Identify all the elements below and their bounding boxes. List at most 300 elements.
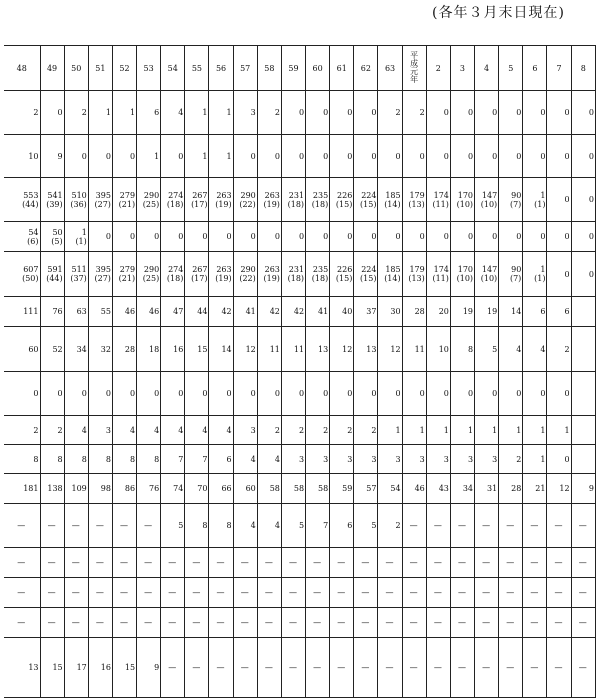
table-cell: — — [88, 608, 112, 638]
table-cell: 0 — [547, 222, 571, 252]
table-cell: — — [40, 578, 64, 608]
table-cell: 4 — [257, 504, 281, 548]
table-cell: — — [450, 548, 474, 578]
table-row — [4, 474, 596, 504]
table-cell: 2 — [547, 327, 571, 372]
table-row — [4, 297, 596, 327]
year-header: 63 — [378, 46, 402, 91]
year-header: 55 — [185, 46, 209, 91]
table-cell: 0 — [571, 222, 595, 252]
table-cell: 50 (5) — [40, 222, 64, 252]
table-cell: 267 (17) — [185, 252, 209, 297]
table-cell: 0 — [330, 135, 354, 178]
table-row — [4, 222, 596, 252]
table-cell: — — [475, 638, 499, 698]
table-cell: — — [88, 548, 112, 578]
table-cell: 3 — [330, 445, 354, 474]
table-cell: 21 — [523, 474, 547, 504]
table-cell: — — [499, 608, 523, 638]
table-cell: 0 — [257, 372, 281, 416]
table-cell: 8 — [209, 504, 233, 548]
table-row — [4, 327, 596, 372]
table-cell: 2 — [354, 416, 378, 445]
table-cell: 4 — [64, 416, 88, 445]
table-cell: 5 — [354, 504, 378, 548]
table-cell: 1 — [185, 91, 209, 135]
table-cell: 0 — [354, 135, 378, 178]
table-cell: 0 — [523, 222, 547, 252]
table-cell: 46 — [137, 297, 161, 327]
table-cell: 0 — [330, 91, 354, 135]
table-cell: 553 (44) — [4, 178, 40, 222]
table-cell: — — [137, 548, 161, 578]
table-cell: 32 — [88, 327, 112, 372]
year-header: 50 — [64, 46, 88, 91]
table-cell: — — [402, 608, 426, 638]
year-header: 51 — [88, 46, 112, 91]
table-cell: 0 — [330, 372, 354, 416]
table-cell: — — [64, 548, 88, 578]
table-cell: 2 — [378, 91, 402, 135]
table-cell: — — [233, 578, 257, 608]
table-cell: 0 — [306, 135, 330, 178]
table-cell: — — [402, 504, 426, 548]
table-cell: — — [523, 638, 547, 698]
year-header: 57 — [233, 46, 257, 91]
table-cell: 44 — [185, 297, 209, 327]
year-header: 52 — [112, 46, 136, 91]
table-cell: — — [209, 608, 233, 638]
table-cell: 2 — [499, 445, 523, 474]
table-cell — [571, 297, 595, 327]
table-cell: 47 — [161, 297, 185, 327]
table-cell: 0 — [523, 135, 547, 178]
table-cell: 0 — [233, 222, 257, 252]
year-header: 49 — [40, 46, 64, 91]
table-row — [4, 445, 596, 474]
table-cell: — — [233, 548, 257, 578]
table-cell: 0 — [257, 222, 281, 252]
table-cell: 185 (14) — [378, 252, 402, 297]
table-cell: 5 — [281, 504, 305, 548]
table-cell: 0 — [450, 91, 474, 135]
table-cell: 0 — [547, 178, 571, 222]
table-cell: — — [64, 578, 88, 608]
table-cell: 0 — [499, 372, 523, 416]
table-cell: 43 — [426, 474, 450, 504]
table-cell: 20 — [426, 297, 450, 327]
table-cell: — — [571, 504, 595, 548]
table-cell: 12 — [547, 474, 571, 504]
table-cell: 60 — [233, 474, 257, 504]
table-cell: 0 — [330, 222, 354, 252]
table-cell: — — [4, 608, 40, 638]
table-cell: 4 — [233, 504, 257, 548]
table-cell: 59 — [330, 474, 354, 504]
table-cell: — — [523, 504, 547, 548]
table-cell: 9 — [137, 638, 161, 698]
table-cell: 13 — [306, 327, 330, 372]
table-cell: — — [450, 504, 474, 548]
table-cell: — — [330, 608, 354, 638]
table-cell: 1 — [499, 416, 523, 445]
table-cell: 4 — [161, 416, 185, 445]
table-cell: — — [209, 638, 233, 698]
table-cell: — — [571, 578, 595, 608]
table-cell: 0 — [161, 222, 185, 252]
table-cell: 46 — [402, 474, 426, 504]
table-cell: — — [523, 608, 547, 638]
table-cell: 0 — [571, 178, 595, 222]
table-cell: 0 — [233, 372, 257, 416]
table-cell: 13 — [4, 638, 40, 698]
table-cell: — — [112, 504, 136, 548]
table-cell: — — [88, 578, 112, 608]
table-cell: 63 — [64, 297, 88, 327]
table-cell: 0 — [185, 222, 209, 252]
table-row — [4, 135, 596, 178]
table-cell: 591 (44) — [40, 252, 64, 297]
table-cell: 0 — [475, 222, 499, 252]
table-cell: 0 — [281, 372, 305, 416]
table-cell: 0 — [257, 135, 281, 178]
table-cell: 0 — [88, 372, 112, 416]
table-cell: — — [137, 608, 161, 638]
table-cell: 28 — [112, 327, 136, 372]
table-cell: 6 — [137, 91, 161, 135]
table-cell: — — [4, 578, 40, 608]
year-header: 3 — [450, 46, 474, 91]
table-cell: 279 (21) — [112, 252, 136, 297]
table-cell: 0 — [233, 135, 257, 178]
table-cell: 0 — [40, 372, 64, 416]
table-cell: 34 — [64, 327, 88, 372]
table-cell: — — [475, 608, 499, 638]
table-cell: 0 — [547, 372, 571, 416]
table-cell: 58 — [257, 474, 281, 504]
table-cell: 11 — [281, 327, 305, 372]
table-cell: 11 — [402, 327, 426, 372]
table-cell: 55 — [88, 297, 112, 327]
year-header: 7 — [547, 46, 571, 91]
table-cell: — — [499, 638, 523, 698]
table-cell: — — [354, 608, 378, 638]
table-cell: — — [257, 638, 281, 698]
table-cell: — — [426, 638, 450, 698]
table-cell: 0 — [185, 372, 209, 416]
table-cell: 8 — [4, 445, 40, 474]
table-cell: 0 — [402, 372, 426, 416]
table-cell: 0 — [354, 372, 378, 416]
table-cell: 1 — [426, 416, 450, 445]
table-cell: 15 — [112, 638, 136, 698]
table-cell: — — [378, 608, 402, 638]
table-cell: — — [330, 638, 354, 698]
table-cell: 290 (22) — [233, 178, 257, 222]
table-cell: 0 — [475, 91, 499, 135]
table-cell: 42 — [281, 297, 305, 327]
table-cell: 0 — [306, 372, 330, 416]
table-cell: 1 — [209, 135, 233, 178]
header-row — [4, 46, 596, 91]
table-cell: 98 — [88, 474, 112, 504]
table-cell: 1 — [475, 416, 499, 445]
table-cell: 1 — [378, 416, 402, 445]
table-cell: 7 — [161, 445, 185, 474]
table-cell: — — [426, 608, 450, 638]
table-cell: — — [378, 578, 402, 608]
year-header: 59 — [281, 46, 305, 91]
table-cell: — — [209, 548, 233, 578]
table-cell: 3 — [475, 445, 499, 474]
table-cell: 0 — [209, 372, 233, 416]
table-cell: 231 (18) — [281, 252, 305, 297]
year-header: 48 — [4, 46, 40, 91]
table-cell: — — [112, 578, 136, 608]
table-cell: 16 — [88, 638, 112, 698]
table-cell: — — [161, 578, 185, 608]
table-cell: 0 — [378, 135, 402, 178]
table-cell: 290 (25) — [137, 252, 161, 297]
table-cell: 4 — [523, 327, 547, 372]
table-row — [4, 548, 596, 578]
table-cell: — — [450, 608, 474, 638]
table-cell: 0 — [354, 222, 378, 252]
table-cell: 2 — [257, 91, 281, 135]
table-row — [4, 91, 596, 135]
table-cell: — — [523, 578, 547, 608]
table-cell: 86 — [112, 474, 136, 504]
table-cell: 8 — [64, 445, 88, 474]
table-cell: — — [185, 578, 209, 608]
table-cell: 6 — [330, 504, 354, 548]
table-cell: 3 — [450, 445, 474, 474]
table-cell: 3 — [88, 416, 112, 445]
table-cell: 13 — [354, 327, 378, 372]
table-cell: — — [112, 608, 136, 638]
table-cell: — — [257, 578, 281, 608]
table-cell: 10 — [4, 135, 40, 178]
year-header: 56 — [209, 46, 233, 91]
year-header: 62 — [354, 46, 378, 91]
table-cell: 0 — [161, 135, 185, 178]
table-cell: 7 — [306, 504, 330, 548]
table-cell: 0 — [88, 135, 112, 178]
table-cell: — — [571, 548, 595, 578]
table-cell: — — [185, 608, 209, 638]
table-cell: 174 (11) — [426, 178, 450, 222]
table-cell: — — [571, 638, 595, 698]
table-cell: 0 — [378, 222, 402, 252]
table-cell: 0 — [547, 252, 571, 297]
table-cell: 1 — [402, 416, 426, 445]
table-cell: 109 — [64, 474, 88, 504]
table-cell — [571, 372, 595, 416]
table-cell: — — [402, 548, 426, 578]
year-header: 平成元年 — [402, 46, 426, 91]
table-cell: 34 — [450, 474, 474, 504]
table-cell: 2 — [402, 91, 426, 135]
table-cell: — — [40, 548, 64, 578]
table-cell: 174 (11) — [426, 252, 450, 297]
table-cell: 3 — [402, 445, 426, 474]
table-cell: 90 (7) — [499, 252, 523, 297]
table-cell: 0 — [64, 372, 88, 416]
table-cell: 30 — [378, 297, 402, 327]
table-cell: 0 — [499, 222, 523, 252]
table-cell: 74 — [161, 474, 185, 504]
table-cell — [571, 327, 595, 372]
table-cell: — — [257, 548, 281, 578]
table-cell: 0 — [112, 372, 136, 416]
table-cell: 274 (18) — [161, 178, 185, 222]
table-cell: 12 — [330, 327, 354, 372]
table-cell: 6 — [547, 297, 571, 327]
table-cell: 279 (21) — [112, 178, 136, 222]
year-header: 8 — [571, 46, 595, 91]
table-cell: 6 — [209, 445, 233, 474]
table-cell: — — [475, 578, 499, 608]
table-cell: 185 (14) — [378, 178, 402, 222]
table-cell: 0 — [499, 135, 523, 178]
table-cell: 0 — [209, 222, 233, 252]
table-cell: 7 — [185, 445, 209, 474]
table-cell: — — [209, 578, 233, 608]
table-cell: 3 — [233, 416, 257, 445]
table-cell: 1 — [547, 416, 571, 445]
table-cell: — — [450, 638, 474, 698]
table-cell: 1 — [112, 91, 136, 135]
table-cell: 8 — [40, 445, 64, 474]
table-cell: 70 — [185, 474, 209, 504]
table-cell: 395 (27) — [88, 252, 112, 297]
table-cell: 224 (15) — [354, 252, 378, 297]
table-cell: — — [161, 608, 185, 638]
table-cell: — — [281, 608, 305, 638]
table-cell: 46 — [112, 297, 136, 327]
table-cell: — — [4, 548, 40, 578]
table-cell: — — [426, 504, 450, 548]
table-cell: 8 — [137, 445, 161, 474]
table-cell: 263 (19) — [257, 178, 281, 222]
table-cell: 8 — [112, 445, 136, 474]
table-cell: 1 — [185, 135, 209, 178]
table-cell: — — [161, 548, 185, 578]
table-cell: 19 — [475, 297, 499, 327]
table-cell: — — [523, 548, 547, 578]
table-cell: 37 — [354, 297, 378, 327]
table-cell: 0 — [571, 252, 595, 297]
table-cell: — — [499, 578, 523, 608]
table-cell: — — [137, 504, 161, 548]
year-header: 58 — [257, 46, 281, 91]
table-cell: 14 — [499, 297, 523, 327]
table-cell: 9 — [571, 474, 595, 504]
table-cell: — — [161, 638, 185, 698]
table-cell: — — [354, 548, 378, 578]
table-cell: 541 (39) — [40, 178, 64, 222]
table-cell: 0 — [378, 372, 402, 416]
table-cell: 0 — [402, 222, 426, 252]
table-cell: 60 — [4, 327, 40, 372]
table-row — [4, 178, 596, 222]
table-cell: 4 — [112, 416, 136, 445]
table-cell: 3 — [354, 445, 378, 474]
table-cell: 15 — [185, 327, 209, 372]
table-cell: 1 — [209, 91, 233, 135]
table-cell: — — [547, 548, 571, 578]
table-cell: 4 — [233, 445, 257, 474]
table-cell: — — [330, 548, 354, 578]
table-cell: — — [306, 638, 330, 698]
table-cell: 0 — [281, 222, 305, 252]
table-cell: — — [137, 578, 161, 608]
table-cell: 14 — [209, 327, 233, 372]
table-cell: 16 — [161, 327, 185, 372]
table-cell: 0 — [426, 91, 450, 135]
table-cell: 4 — [185, 416, 209, 445]
table-cell: 12 — [378, 327, 402, 372]
table-cell: 0 — [306, 91, 330, 135]
table-cell: 0 — [450, 135, 474, 178]
table-cell: 1 — [523, 416, 547, 445]
table-cell: 3 — [426, 445, 450, 474]
table-cell: — — [450, 578, 474, 608]
table-cell: 1 (1) — [523, 178, 547, 222]
table-cell: 0 — [426, 135, 450, 178]
table-cell: 179 (13) — [402, 178, 426, 222]
table-cell: 15 — [40, 638, 64, 698]
table-row — [4, 638, 596, 698]
year-header: 53 — [137, 46, 161, 91]
table-cell: 224 (15) — [354, 178, 378, 222]
table-cell: 8 — [88, 445, 112, 474]
table-cell: 2 — [40, 416, 64, 445]
year-header: 5 — [499, 46, 523, 91]
table-cell: 2 — [378, 504, 402, 548]
table-cell: — — [475, 548, 499, 578]
table-cell: 263 (19) — [209, 178, 233, 222]
table-cell: 170 (10) — [450, 178, 474, 222]
table-cell: 0 — [64, 135, 88, 178]
table-cell: — — [281, 638, 305, 698]
table-cell: 28 — [499, 474, 523, 504]
year-header: 4 — [475, 46, 499, 91]
table-cell: 5 — [161, 504, 185, 548]
table-cell: — — [499, 504, 523, 548]
table-cell: 0 — [306, 222, 330, 252]
table-cell: 0 — [402, 135, 426, 178]
table-cell: 58 — [281, 474, 305, 504]
table-row — [4, 608, 596, 638]
table-cell: — — [378, 638, 402, 698]
table-cell: 1 (1) — [523, 252, 547, 297]
table-cell: — — [88, 504, 112, 548]
table-cell: 267 (17) — [185, 178, 209, 222]
table-cell: — — [571, 608, 595, 638]
table-cell: 263 (19) — [209, 252, 233, 297]
table-cell: — — [547, 638, 571, 698]
table-cell: 0 — [4, 372, 40, 416]
table-cell: — — [547, 504, 571, 548]
table-cell: 2 — [4, 91, 40, 135]
table-cell: 31 — [475, 474, 499, 504]
table-row — [4, 252, 596, 297]
table-cell: 0 — [547, 91, 571, 135]
table-cell: 54 (6) — [4, 222, 40, 252]
table-cell: 19 — [450, 297, 474, 327]
table-cell: 0 — [137, 372, 161, 416]
